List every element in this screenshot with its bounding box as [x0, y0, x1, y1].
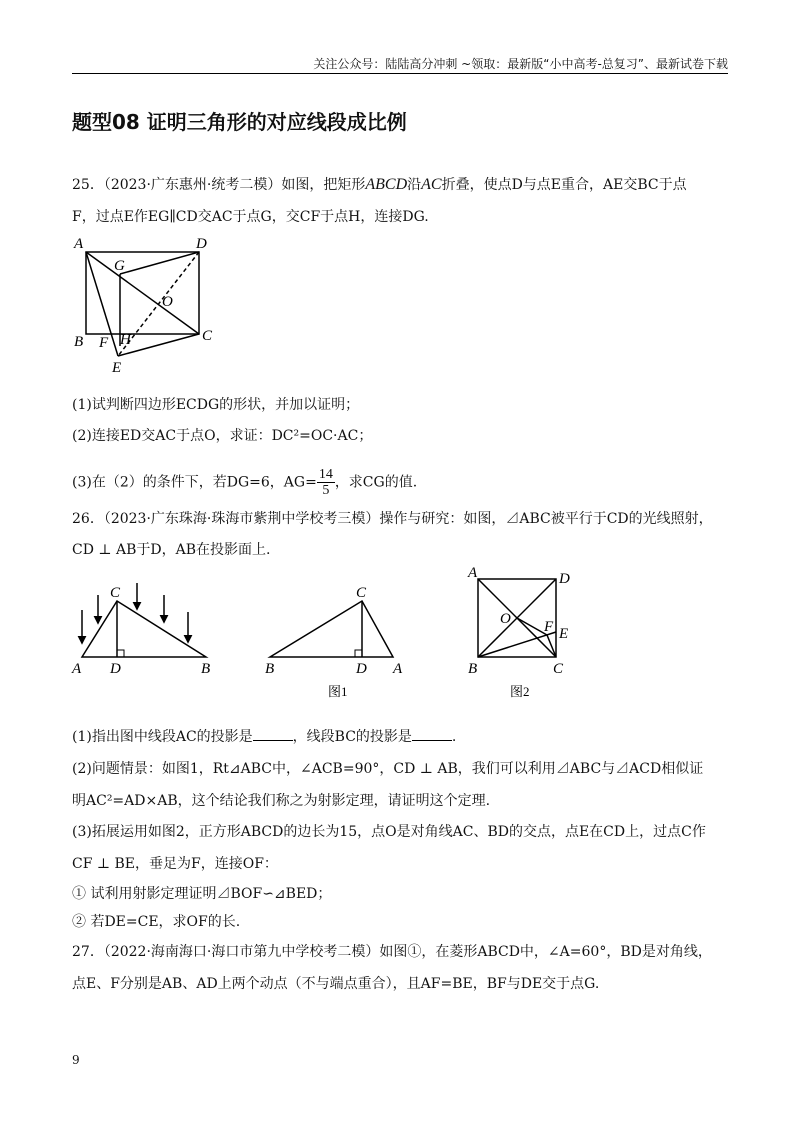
- q26-fig0-label-a: A: [72, 661, 82, 677]
- q25-sub3-suffix: ，求CG的值.: [334, 474, 418, 491]
- q25-line2: F，过点E作EG∥CD交AC于点G，交CF于点H，连接DG.: [72, 209, 429, 225]
- q26-blank-ac[interactable]: [253, 728, 293, 741]
- q25-figure: [72, 234, 232, 379]
- q26-sub2-line2: 明AC²=AD×AB，这个结论我们称之为射影定理，请证明这个定理.: [72, 793, 491, 809]
- q26-sub2-line1: (2)问题情景：如图1，Rt⊿ABC中，∠ACB=90°，CD ⊥ AB，我们可以利用⊿ABC与⊿ACD相似证: [72, 761, 704, 777]
- q25-label-d: D: [196, 236, 207, 252]
- q26-fig0-label-c: C: [110, 585, 121, 601]
- q26-fig1-label-c: C: [356, 585, 367, 601]
- q25-label-b: B: [74, 334, 84, 350]
- q25-diagonal-ac: [86, 252, 199, 334]
- q26-fig2-label-f: F: [544, 619, 554, 635]
- q25-rect-name: ABCD: [365, 176, 408, 193]
- q26-fig2-label-b: B: [468, 661, 478, 677]
- q26-fig1-right-angle: [355, 650, 362, 657]
- q25-label-c: C: [202, 328, 213, 344]
- q25-sub3-prefix: (3)在（2）的条件下，若DG=6，AG=: [72, 474, 317, 491]
- q26-fig1-caption: 图1: [328, 684, 348, 699]
- q26-fig0-label-d: D: [110, 661, 121, 677]
- q26-fig2-label-d: D: [559, 571, 570, 587]
- q26-fig1-label-d: D: [356, 661, 367, 677]
- q25-label-f: F: [99, 335, 109, 351]
- q26-figures: [60, 565, 680, 705]
- q25-line1-prefix: 25．（2023·广东惠州·统考二模）如图，把矩形: [72, 177, 366, 193]
- q25-label-e: E: [112, 360, 122, 376]
- q26-sub3-i: ① 试利用射影定理证明⊿BOF∽⊿BED；: [72, 886, 332, 902]
- q27-line2: 点E、F分别是AB、AD上两个动点（不与端点重合），且AF=BE，BF与DE交于点G.: [72, 976, 600, 992]
- q25-label-a: A: [74, 236, 84, 252]
- q26-sub3-ii: ② 若DE=CE，求OF的长.: [72, 914, 241, 930]
- q26-light-figure: [82, 583, 206, 657]
- q26-sub1: [72, 728, 456, 746]
- q26-fig2-segment-cf: [547, 635, 556, 657]
- page-number: 9: [72, 1053, 80, 1067]
- q26-sub1-c: .: [451, 729, 457, 745]
- page-header: 关注公众号：陆陆高分冲刺 ~领取：最新版“小中高考-总复习”、最新试卷下载: [313, 57, 728, 71]
- q25-line1: 25．（2023·广东惠州·统考二模）如图，把矩形ABCD沿AC折叠，使点D与点E重合，AE交BC于点: [72, 176, 687, 193]
- q26-blank-bc[interactable]: [412, 728, 452, 741]
- q25-sub2: (2)连接ED交AC于点O，求证：DC²=OC·AC；: [72, 428, 373, 444]
- section-title: 题型08 证明三角形的对应线段成比例: [72, 110, 407, 134]
- header-rule: [72, 73, 728, 74]
- q26-fig2-label-a: A: [468, 565, 478, 581]
- q25-segment-gd: [120, 252, 199, 274]
- q26-sub1-b: ，线段BC的投影是: [292, 729, 412, 745]
- q26-fig0-label-b: B: [201, 661, 211, 677]
- q25-sub1: (1)试判断四边形ECDG的形状，并加以证明；: [72, 397, 360, 413]
- q26-sub1-a: (1)指出图中线段AC的投影是: [72, 729, 253, 745]
- q26-fig2-label-o: O: [500, 611, 511, 627]
- q25-ag-numerator: 14: [318, 467, 333, 482]
- q26-fig1-label-a: A: [393, 661, 403, 677]
- q25-label-h: H: [120, 332, 131, 348]
- q26-fig1-triangle: [270, 601, 393, 657]
- q26-fig2: [478, 579, 556, 657]
- q25-fold-line: AC: [421, 176, 442, 193]
- q25-ag-denominator: 5: [322, 483, 330, 498]
- q25-label-o: O: [162, 294, 173, 310]
- q26-fig2-label-e: E: [559, 626, 569, 642]
- q25-line1-suffix: 折叠，使点D与点E重合，AE交BC于点: [441, 177, 687, 193]
- q26-sub3-line2: CF ⊥ BE，垂足为F，连接OF：: [72, 856, 278, 872]
- q26-sub3-line1: (3)拓展运用如图2，正方形ABCD的边长为15，点O是对角线AC、BD的交点，点E在CD上，过点C作: [72, 824, 706, 840]
- q26-fig1: [270, 601, 393, 657]
- q26-right-angle-lit: [117, 650, 124, 657]
- q27-line1: 27．（2022·海南海口·海口市第九中学校考二模）如图①，在菱形ABCD中，∠A=60°，BD是对角线，: [72, 944, 712, 960]
- q26-fig2-caption: 图2: [510, 684, 530, 699]
- q26-line2: CD ⊥ AB于D，AB在投影面上.: [72, 542, 271, 558]
- q25-label-g: G: [114, 258, 125, 274]
- q26-line1: 26．（2023·广东珠海·珠海市紫荆中学校考三模）操作与研究：如图，⊿ABC被平行于CD的光线照射，: [72, 511, 713, 527]
- q25-sub3: [72, 467, 417, 498]
- q26-fig2-label-c: C: [553, 661, 564, 677]
- q25-ag-fraction: [317, 467, 335, 498]
- q26-fig1-label-b: B: [265, 661, 275, 677]
